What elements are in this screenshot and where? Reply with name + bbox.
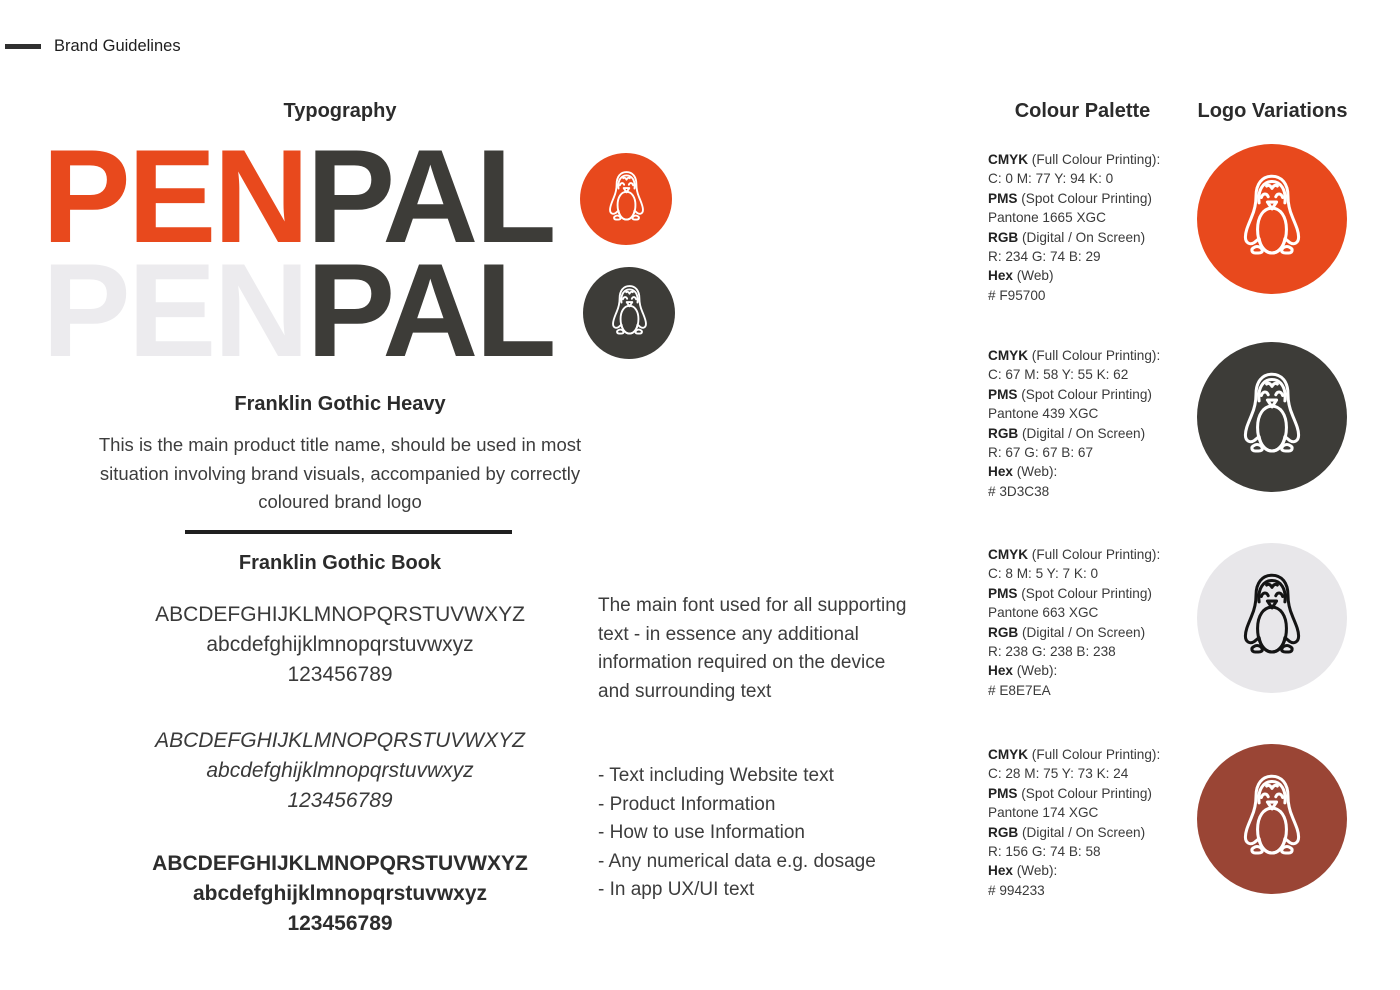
hex-note: (Web): xyxy=(1012,663,1058,679)
hex-values: # 994233 xyxy=(988,882,1045,898)
pms-values: Pantone 439 XGC xyxy=(988,406,1099,422)
rgb-line xyxy=(988,228,1193,247)
franklin-gothic-book-heading: Franklin Gothic Book xyxy=(238,552,442,574)
colour-spec-orange xyxy=(988,150,1193,305)
rgb-values: R: 234 G: 74 B: 29 xyxy=(988,249,1101,265)
cmyk-line xyxy=(988,745,1193,764)
font-sample-regular xyxy=(60,600,620,690)
pms-line xyxy=(988,584,1193,603)
rgb-values: R: 238 G: 238 B: 238 xyxy=(988,644,1116,660)
hex-label: Hex xyxy=(988,863,1013,879)
font-sample-bold xyxy=(60,849,620,939)
hex-label: Hex xyxy=(988,268,1013,284)
pms-values: Pantone 1665 XGC xyxy=(988,210,1106,226)
rgb-line xyxy=(988,623,1193,642)
penguin-icon xyxy=(1234,369,1310,465)
rgb-label: RGB xyxy=(988,229,1019,245)
penguin-badge-charcoal xyxy=(583,267,675,359)
logo-variations-heading: Logo Variations xyxy=(1197,100,1348,122)
cmyk-values: C: 28 M: 75 Y: 73 K: 24 xyxy=(988,766,1129,782)
cmyk-values: C: 8 M: 5 Y: 7 K: 0 xyxy=(988,566,1099,582)
colour-palette-heading: Colour Palette xyxy=(1014,100,1151,122)
colour-spec-rust xyxy=(988,745,1193,900)
pms-label: PMS xyxy=(988,585,1018,601)
sample-uppercase: ABCDEFGHIJKLMNOPQRSTUVWXYZ xyxy=(152,852,528,875)
cmyk-note: (Full Colour Printing): xyxy=(1028,152,1161,167)
hex-label: Hex xyxy=(988,663,1013,679)
pms-label: PMS xyxy=(988,386,1018,402)
font-sample-italic xyxy=(60,726,620,816)
cmyk-label: CMYK xyxy=(988,747,1029,762)
rgb-values: R: 156 G: 74 B: 58 xyxy=(988,844,1101,860)
rgb-note: (Digital / On Screen) xyxy=(1018,425,1146,441)
rgb-values: R: 67 G: 67 B: 67 xyxy=(988,445,1094,461)
penguin-icon xyxy=(606,283,653,344)
cmyk-line xyxy=(988,545,1193,564)
page-title: Brand Guidelines xyxy=(54,37,181,55)
cmyk-label: CMYK xyxy=(988,547,1029,562)
sample-numerals: 123456789 xyxy=(287,663,393,686)
pms-note: (Spot Colour Printing) xyxy=(1017,386,1152,402)
section-divider xyxy=(185,530,512,534)
logo-variation-charcoal xyxy=(1197,342,1347,492)
hex-values: # 3D3C38 xyxy=(988,483,1050,499)
wordmark-pen-text: PEN xyxy=(42,237,307,385)
pms-note: (Spot Colour Printing) xyxy=(1017,585,1152,601)
sample-uppercase: ABCDEFGHIJKLMNOPQRSTUVWXYZ xyxy=(155,603,525,626)
rgb-label: RGB xyxy=(988,824,1019,840)
sample-lowercase: abcdefghijklmnopqrstuvwxyz xyxy=(206,759,474,782)
wordmark-pal-text: PAL xyxy=(306,123,554,271)
franklin-gothic-heavy-heading: Franklin Gothic Heavy xyxy=(234,393,446,415)
sample-lowercase: abcdefghijklmnopqrstuvwxyz xyxy=(192,882,488,905)
rgb-note: (Digital / On Screen) xyxy=(1018,824,1146,840)
penguin-badge-orange xyxy=(580,153,672,245)
cmyk-values: C: 67 M: 58 Y: 55 K: 62 xyxy=(988,367,1129,383)
sample-numerals: 123456789 xyxy=(287,912,393,935)
cmyk-label: CMYK xyxy=(988,348,1029,363)
hex-values: # F95700 xyxy=(988,287,1046,303)
pms-note: (Spot Colour Printing) xyxy=(1017,190,1152,206)
rgb-line xyxy=(988,823,1193,842)
sample-lowercase: abcdefghijklmnopqrstuvwxyz xyxy=(206,633,474,656)
hex-line xyxy=(988,861,1193,880)
book-usage-paragraph: The main font used for all supporting text - in essence any additional information required on the device and surrounding text xyxy=(598,595,907,702)
bullet-item: - Any numerical data e.g. dosage xyxy=(598,850,876,872)
colour-spec-light-grey xyxy=(988,545,1193,700)
logo-variation-rust xyxy=(1197,744,1347,894)
cmyk-line xyxy=(988,150,1193,169)
hex-line xyxy=(988,661,1193,680)
hex-note: (Web) xyxy=(1012,268,1054,284)
wordmark-pen-text: PEN xyxy=(42,123,307,271)
bullet-item: - How to use Information xyxy=(598,822,805,843)
penguin-icon xyxy=(603,169,650,230)
logo-variation-light-grey xyxy=(1197,543,1347,693)
hex-note: (Web): xyxy=(1012,863,1058,879)
pms-values: Pantone 174 XGC xyxy=(988,805,1099,821)
cmyk-note: (Full Colour Printing): xyxy=(1028,547,1161,562)
pms-label: PMS xyxy=(988,190,1018,206)
cmyk-note: (Full Colour Printing): xyxy=(1028,348,1161,363)
bullet-item: - Text including Website text xyxy=(598,765,834,786)
franklin-gothic-heavy-description: This is the main product title name, should be used in most situation involving brand visuals, accompanied by correctly coloured brand logo xyxy=(98,434,582,512)
cmyk-line xyxy=(988,346,1193,365)
hex-values: # E8E7EA xyxy=(988,682,1051,698)
rgb-note: (Digital / On Screen) xyxy=(1018,229,1146,245)
book-usage-bullet-list xyxy=(598,762,916,905)
cmyk-label: CMYK xyxy=(988,152,1029,167)
penguin-icon xyxy=(1234,171,1310,267)
pms-line xyxy=(988,784,1193,803)
wordmark-pal-text: PAL xyxy=(306,237,554,385)
colour-spec-charcoal xyxy=(988,346,1193,501)
cmyk-values: C: 0 M: 77 Y: 94 K: 0 xyxy=(988,171,1114,187)
pms-line xyxy=(988,189,1193,208)
hex-line xyxy=(988,266,1193,285)
hex-line xyxy=(988,462,1193,481)
pms-label: PMS xyxy=(988,785,1018,801)
rgb-note: (Digital / On Screen) xyxy=(1018,624,1146,640)
bullet-item: - Product Information xyxy=(598,793,776,815)
hex-note: (Web): xyxy=(1012,464,1058,480)
pms-values: Pantone 663 XGC xyxy=(988,605,1099,621)
penguin-icon xyxy=(1234,570,1310,666)
rgb-line xyxy=(988,424,1193,443)
pms-line xyxy=(988,385,1193,404)
penguin-icon xyxy=(1234,771,1310,867)
sample-uppercase: ABCDEFGHIJKLMNOPQRSTUVWXYZ xyxy=(155,729,525,752)
pms-note: (Spot Colour Printing) xyxy=(1017,785,1152,801)
typography-heading: Typography xyxy=(283,100,397,122)
cmyk-note: (Full Colour Printing): xyxy=(1028,747,1161,762)
penpal-wordmark-secondary xyxy=(42,237,554,385)
header-accent-line xyxy=(5,44,41,49)
hex-label: Hex xyxy=(988,464,1013,480)
bullet-item: - In app UX/UI text xyxy=(598,879,755,900)
rgb-label: RGB xyxy=(988,425,1019,441)
rgb-label: RGB xyxy=(988,624,1019,640)
logo-variation-orange xyxy=(1197,144,1347,294)
sample-numerals: 123456789 xyxy=(287,789,393,812)
